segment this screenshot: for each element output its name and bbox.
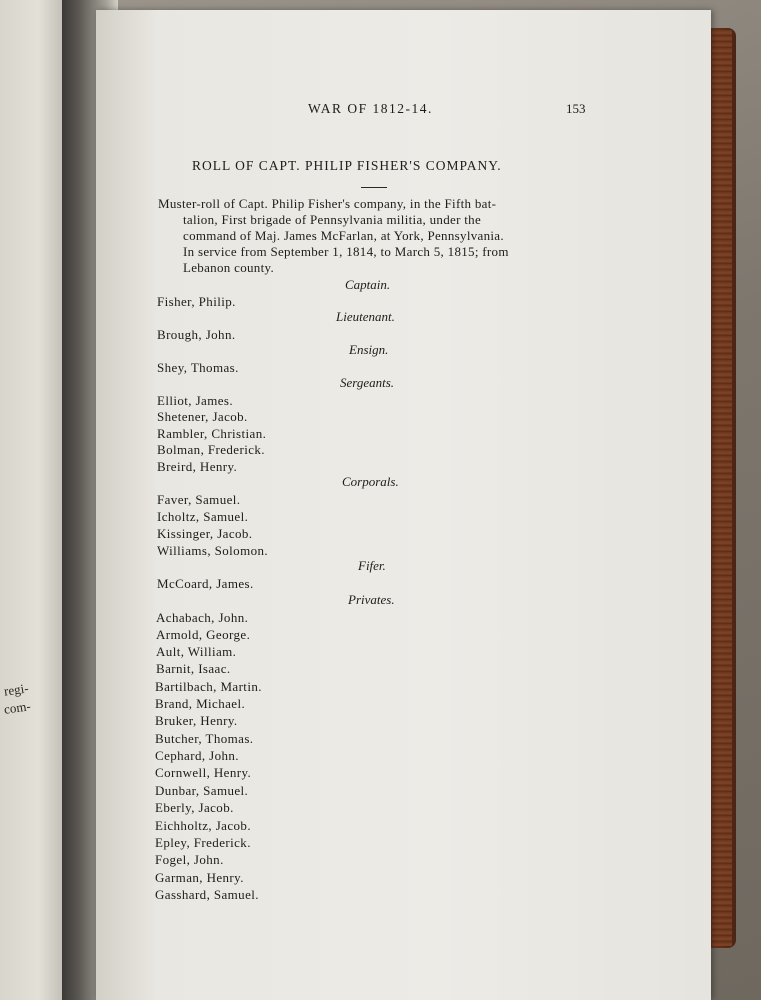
roster-name: Eichholtz, Jacob. bbox=[155, 818, 251, 833]
roster-name: Cornwell, Henry. bbox=[155, 765, 252, 780]
intro-line: command of Maj. James McFarlan, at York, Pennsylvania. bbox=[183, 228, 504, 243]
roster-name: Epley, Frederick. bbox=[155, 835, 251, 850]
running-title: WAR OF 1812-14. bbox=[308, 101, 433, 116]
section-heading-sergeants: Sergeants. bbox=[340, 375, 395, 390]
roster-name: Bolman, Frederick. bbox=[157, 442, 265, 457]
book-cover-edge bbox=[712, 30, 732, 946]
roster-name: Shey, Thomas. bbox=[157, 360, 239, 375]
roster-name: Garman, Henry. bbox=[155, 870, 244, 885]
section-heading-lieutenant: Lieutenant. bbox=[336, 309, 395, 324]
intro-line: Muster-roll of Capt. Philip Fisher's company, in the Fifth bat- bbox=[158, 196, 497, 211]
roster-name: Breird, Henry. bbox=[157, 459, 238, 474]
section-heading-fifer: Fifer. bbox=[358, 558, 386, 573]
roster-name: Brand, Michael. bbox=[155, 696, 246, 711]
roster-name: Fogel, John. bbox=[155, 852, 224, 867]
roster-name: Bruker, Henry. bbox=[155, 713, 238, 728]
intro-line: Lebanon county. bbox=[183, 260, 275, 275]
roster-name: Eberly, Jacob. bbox=[155, 800, 234, 815]
roster-name: Cephard, John. bbox=[155, 748, 239, 763]
roster-name: Armold, George. bbox=[156, 627, 251, 642]
left-page-fragment: regi- bbox=[3, 680, 30, 699]
left-page-fragment: com- bbox=[3, 698, 32, 717]
roster-name: Rambler, Christian. bbox=[157, 426, 267, 441]
roster-name: Gasshard, Samuel. bbox=[155, 887, 259, 902]
roster-name: Icholtz, Samuel. bbox=[157, 509, 249, 524]
roster-name: Dunbar, Samuel. bbox=[155, 783, 249, 798]
section-heading-privates: Privates. bbox=[348, 592, 395, 607]
left-page bbox=[0, 0, 70, 1000]
roster-name: Ault, William. bbox=[156, 644, 237, 659]
roster-name: Butcher, Thomas. bbox=[155, 731, 254, 746]
intro-line: In service from September 1, 1814, to March 5, 1815; from bbox=[183, 244, 509, 259]
roll-title: ROLL OF CAPT. PHILIP FISHER'S COMPANY. bbox=[192, 158, 502, 173]
roster-name: Faver, Samuel. bbox=[157, 492, 241, 507]
page-number: 153 bbox=[566, 101, 586, 116]
section-heading-captain: Captain. bbox=[345, 277, 391, 292]
roster-name: Kissinger, Jacob. bbox=[157, 526, 253, 541]
roster-name: Barnit, Isaac. bbox=[156, 661, 231, 676]
intro-line: talion, First brigade of Pennsylvania militia, under the bbox=[183, 212, 482, 227]
roster-name: Shetener, Jacob. bbox=[157, 409, 248, 424]
section-heading-corporals: Corporals. bbox=[342, 474, 399, 489]
title-rule bbox=[361, 187, 387, 188]
roster-name: Brough, John. bbox=[157, 327, 236, 342]
roster-name: Bartilbach, Martin. bbox=[155, 679, 262, 694]
roster-name: McCoard, James. bbox=[157, 576, 254, 591]
roster-name: Williams, Solomon. bbox=[157, 543, 269, 558]
roster-name: Achabach, John. bbox=[156, 610, 249, 625]
section-heading-ensign: Ensign. bbox=[349, 342, 389, 357]
roster-name: Elliot, James. bbox=[157, 393, 234, 408]
roster-name: Fisher, Philip. bbox=[157, 294, 236, 309]
